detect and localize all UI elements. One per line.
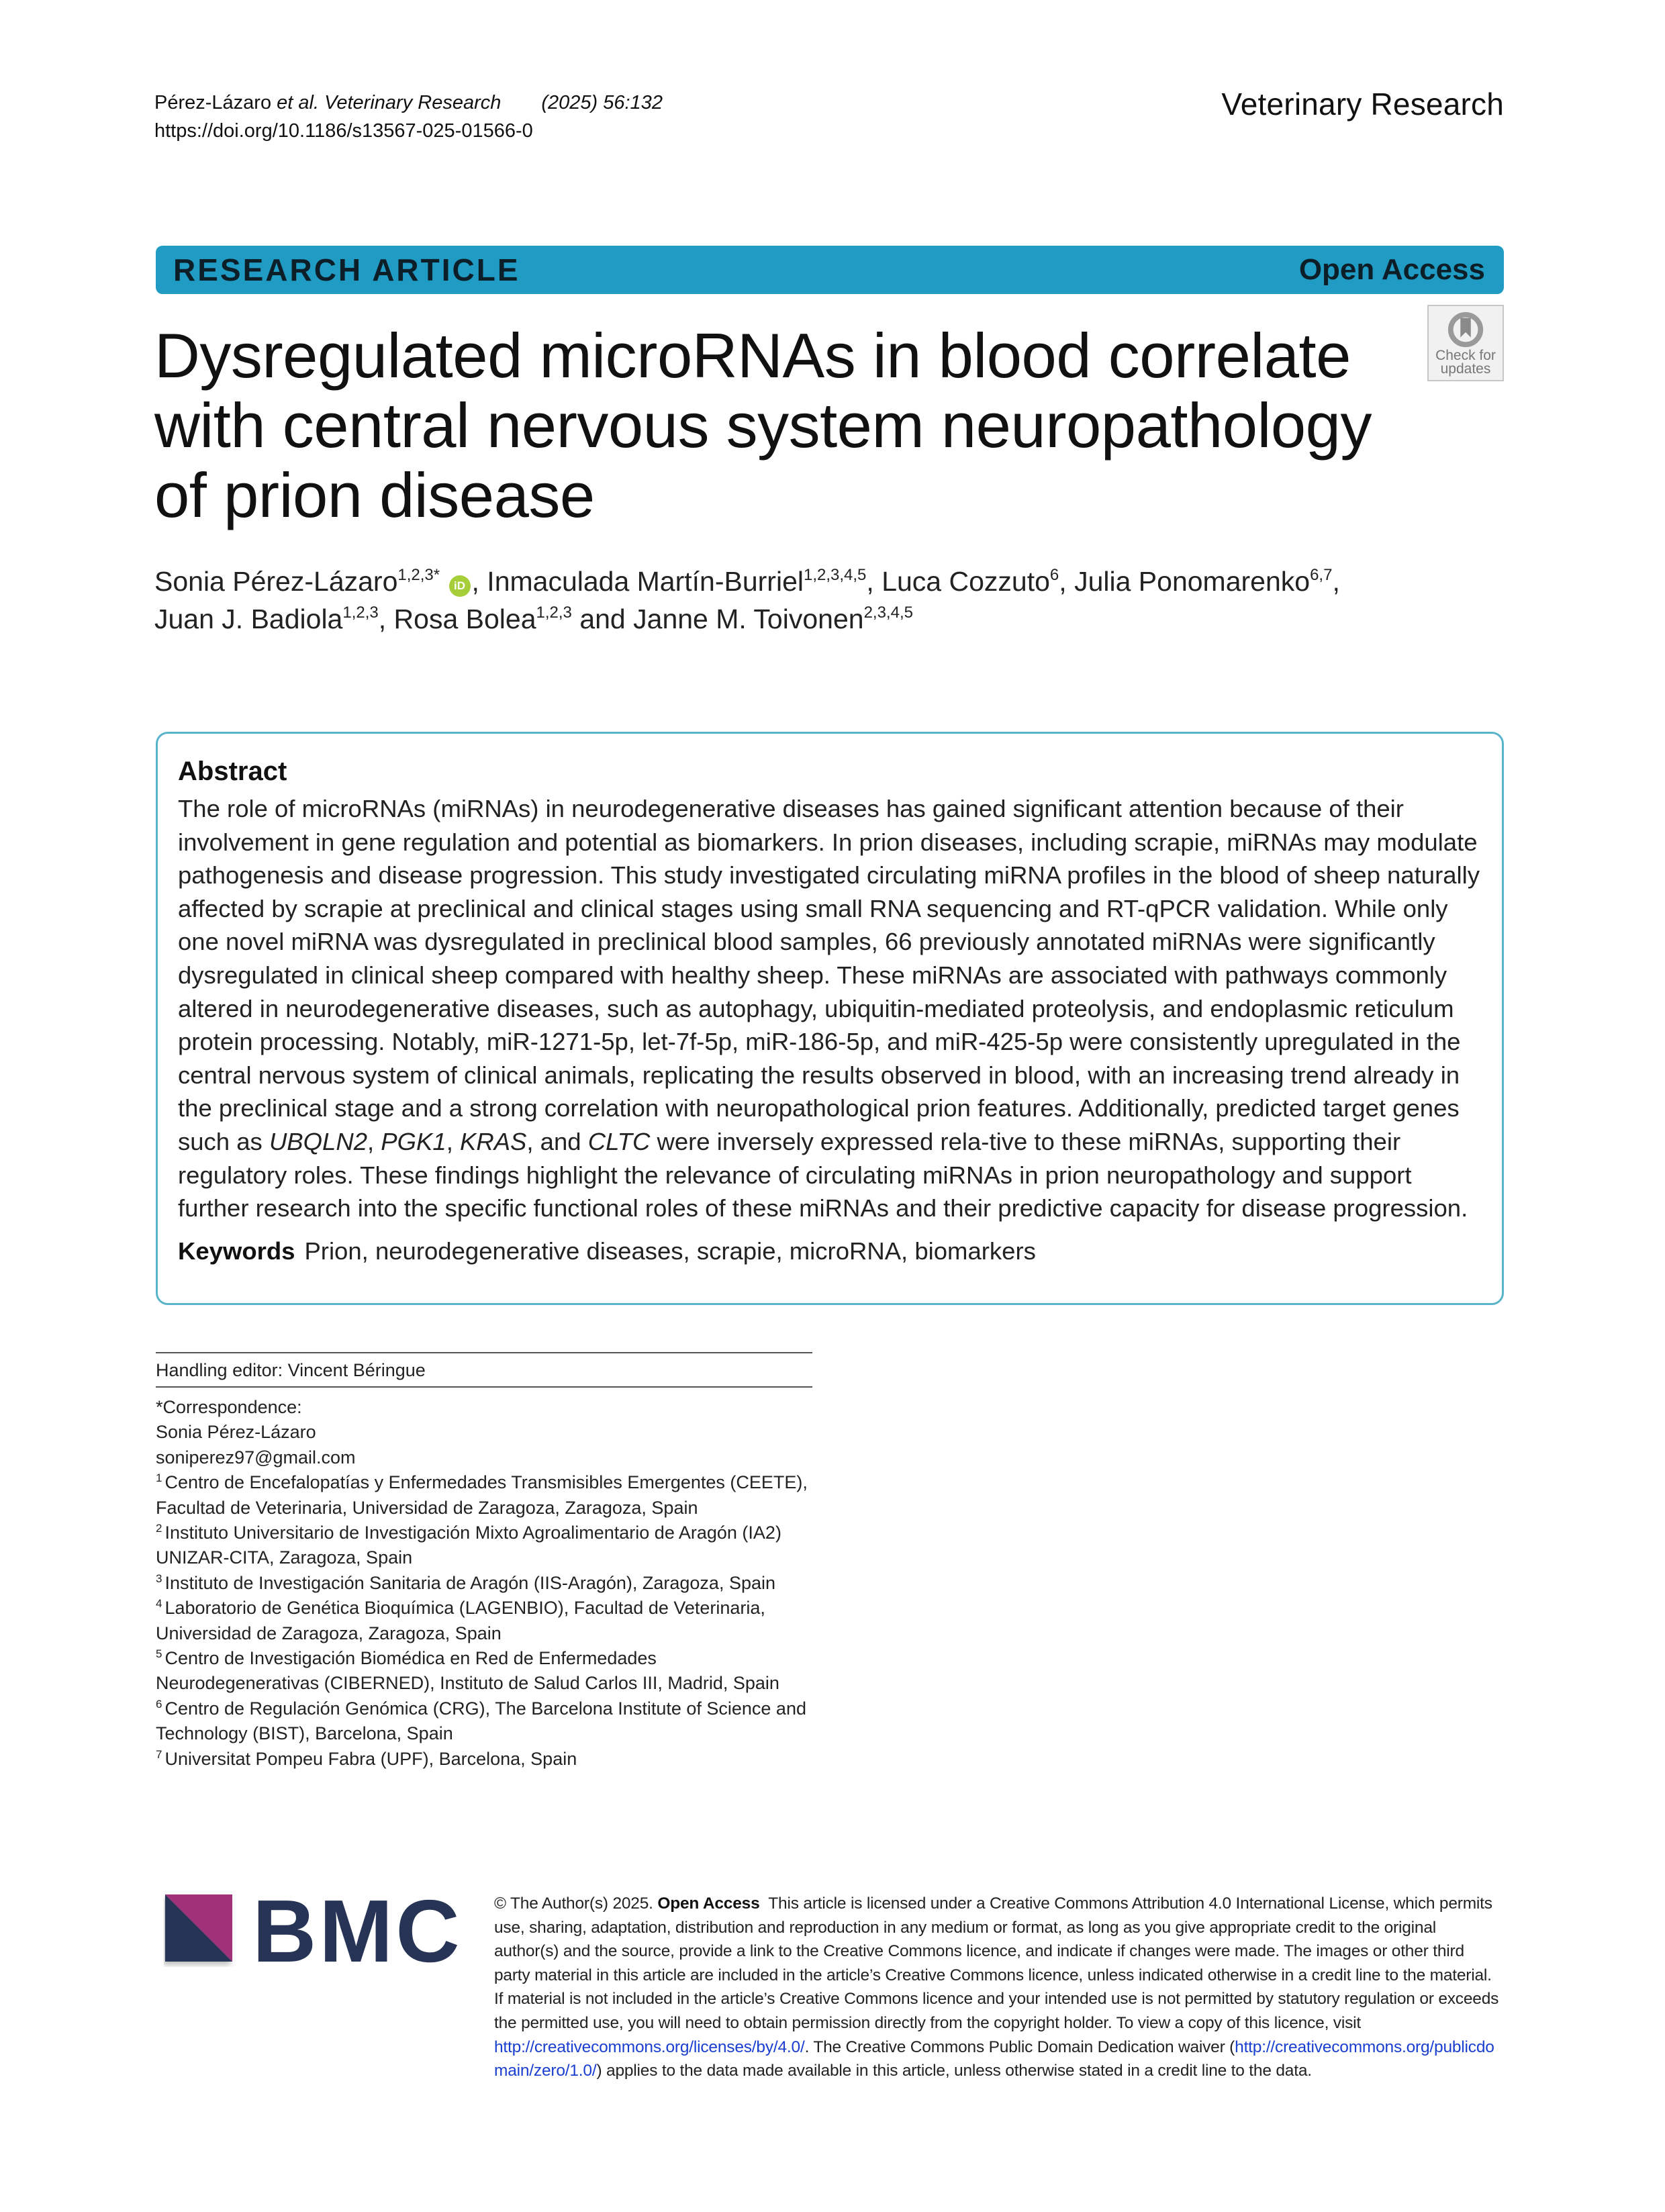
affiliation-item xyxy=(156,1521,814,1571)
abstract-box xyxy=(156,732,1504,1305)
author-affiliation: 6 xyxy=(1049,566,1059,584)
correspondence-block xyxy=(156,1395,814,1772)
affiliation-item xyxy=(156,1646,814,1696)
citation-line xyxy=(154,89,663,117)
keywords-list: Prion, neurodegenerative diseases, scrapie, microRNA, biomarkers xyxy=(304,1237,1036,1265)
gene-name: PGK1 xyxy=(381,1127,446,1155)
bmc-logo xyxy=(164,1893,459,1967)
author-name[interactable]: Inmaculada Martín-Burriel xyxy=(487,566,804,597)
title-line-1: Dysregulated microRNAs in blood correlate xyxy=(154,320,1351,391)
citation-authors: Pérez-Lázaro xyxy=(154,92,272,113)
author-affiliation: 6,7 xyxy=(1310,566,1333,584)
affiliation-number: 5 xyxy=(156,1647,162,1661)
open-access-bold: Open Access xyxy=(657,1894,760,1913)
title-line-3: of prion disease xyxy=(154,460,595,530)
affiliation-number: 6 xyxy=(156,1697,162,1711)
doi-link[interactable]: https://doi.org/10.1186/s13567-025-01566-0 xyxy=(154,120,533,142)
author-list xyxy=(154,563,1490,638)
affiliation-item xyxy=(156,1596,814,1646)
separator: , xyxy=(367,1127,381,1155)
author-affiliation: 1,2,3* xyxy=(397,566,440,584)
check-for-updates-line2: updates xyxy=(1440,361,1491,377)
svg-text:BMC: BMC xyxy=(252,1893,459,1967)
keywords-label: Keywords xyxy=(178,1237,295,1265)
affiliation-number: 3 xyxy=(156,1572,162,1585)
separator: , xyxy=(446,1127,460,1155)
author-line-1: Sonia Pérez-Lázaro$^{1,2,3*}$ iD , Inmaculada Martín-Burriel$^{1,2,3,4,5}$, Luca Cozzuto$^6$, Julia Ponomarenko$^{6,7}$, xyxy=(154,566,1340,597)
gene-name: KRAS xyxy=(459,1127,527,1155)
affiliation-number: 1 xyxy=(156,1472,162,1485)
affiliation-item xyxy=(156,1696,814,1747)
article-type-label: RESEARCH ARTICLE xyxy=(173,252,520,287)
author-name[interactable]: Sonia Pérez-Lázaro xyxy=(154,566,398,597)
open-access-label: Open Access xyxy=(1298,253,1485,286)
keywords xyxy=(178,1235,1482,1268)
affiliation-number: 4 xyxy=(156,1597,162,1610)
running-header xyxy=(154,89,663,145)
license-text xyxy=(494,1892,1501,2083)
license-text-2: . The Creative Commons Public Domain Dedication waiver ( xyxy=(804,2037,1235,2056)
abstract-heading: Abstract xyxy=(178,757,287,786)
citation-etal: et al. xyxy=(277,92,320,113)
gene-name: CLTC xyxy=(587,1127,651,1155)
citation-journal: Veterinary Research xyxy=(324,92,502,113)
journal-name: Veterinary Research xyxy=(1221,87,1504,122)
affiliation-text: Centro de Encefalopatías y Enfermedades Transmisibles Emergentes (CEETE), Facultad de Veterinaria, Universidad de Zaragoza, Zaragoza, Spain xyxy=(156,1472,808,1518)
divider xyxy=(156,1352,812,1353)
author-affiliation: 1,2,3 xyxy=(342,604,379,622)
affiliation-number: 2 xyxy=(156,1522,162,1535)
bookmark-ring-icon xyxy=(1446,310,1485,349)
author-name[interactable]: Janne M. Toivonen xyxy=(633,604,864,634)
affiliation-number: 7 xyxy=(156,1747,162,1761)
affiliation-item xyxy=(156,1747,814,1772)
title-line-2: with central nervous system neuropathology xyxy=(154,390,1372,461)
affiliation-text: Instituto Universitario de Investigación Mixto Agroalimentario de Aragón (IA2) UNIZAR-CITA, Zaragoza, Spain xyxy=(156,1523,781,1568)
copyright: © The Author(s) 2025. xyxy=(494,1894,653,1913)
handling-editor: Handling editor: Vincent Béringue xyxy=(156,1360,426,1380)
author-affiliation: 1,2,3 xyxy=(536,604,572,622)
affiliation-item xyxy=(156,1470,814,1521)
corresponding-author: Sonia Pérez-Lázaro xyxy=(156,1422,316,1443)
authors-connector: and xyxy=(579,604,626,634)
author-affiliation: 2,3,4,5 xyxy=(863,604,913,622)
correspondence-label: *Correspondence: xyxy=(156,1397,302,1417)
cc-by-link[interactable]: http://creativecommons.org/licenses/by/4.0/ xyxy=(494,2037,805,2056)
license-text-1: This article is licensed under a Creative Commons Attribution 4.0 International License, which permits use, sharing, adaptation, distribution and reproduction in any medium or format, as long as you give appropriate credit to the original author(s) and the source, provide a link to the Creative Commons licence, and indicate if changes were made. The images or other third party material in this article are included in the article’s Creative Commons licence, unless indicated otherwise in a credit line to the material. If material is not included in the article’s Creative Commons licence and your intended use is not permitted by statutory regulation or exceeds the permitted use, you will need to obtain permission directly from the copyright holder. To view a copy of this licence, visit xyxy=(494,1894,1499,2032)
author-name[interactable]: Rosa Bolea xyxy=(393,604,536,634)
affiliation-text: Instituto de Investigación Sanitaria de Aragón (IIS-Aragón), Zaragoza, Spain xyxy=(164,1572,776,1593)
abstract-text xyxy=(178,792,1482,1225)
author-affiliation: 1,2,3,4,5 xyxy=(803,566,867,584)
author-name[interactable]: Luca Cozzuto xyxy=(882,566,1050,597)
author-line-2: Juan J. Badiola$^{1,2,3}$, Rosa Bolea$^{1,2,3}$ and Janne M. Toivonen$^{2,3,4,5}$ xyxy=(154,604,913,634)
check-for-updates-line1: Check for xyxy=(1435,348,1496,363)
article-type-banner xyxy=(156,246,1504,294)
bmc-logo-mark-icon xyxy=(164,1893,459,1967)
author-name[interactable]: Julia Ponomarenko xyxy=(1074,566,1311,597)
abstract-text-part1: The role of microRNAs (miRNAs) in neurodegenerative diseases has gained significant attention because of their involvement in gene regulation and potential as biomarkers. In prion diseases, including scrapie, miRNAs may modulate pathogenesis and disease progression. This study investigated circulating miRNA profiles in the blood of sheep naturally affected by scrapie at preclinical and clinical stages using small RNA sequencing and RT-qPCR validation. While only one novel miRNA was dysregulated in preclinical blood samples, 66 previously annotated miRNAs were significantly dysregulated in clinical sheep compared with healthy sheep. These miRNAs are associated with pathways commonly altered in neurodegenerative diseases, such as autophagy, ubiquitin-mediated proteolysis, and endoplasmic reticulum protein processing. Notably, miR-1271-5p, let-7f-5p, miR-186-5p, and miR-425-5p were consistently upregulated in the central nervous system of clinical animals, replicating the results observed in blood, with an increasing trend already in the preclinical stage and a strong correlation with neuropathological prion features. Additionally, predicted target genes such as xyxy=(178,795,1480,1155)
affiliation-text: Universitat Pompeu Fabra (UPF), Barcelona, Spain xyxy=(164,1748,577,1769)
cc-zero-link[interactable]: http://creativecommons.org/publicdomain/zero/1.0/ xyxy=(494,2037,1494,2080)
gene-name: UBQLN2 xyxy=(269,1127,367,1155)
citation-volume: (2025) 56:132 xyxy=(541,92,663,113)
affiliation-item xyxy=(156,1571,814,1596)
check-for-updates-button[interactable] xyxy=(1427,305,1504,381)
corresponding-email[interactable]: soniperez97@gmail.com xyxy=(156,1447,356,1468)
orcid-icon[interactable]: iD xyxy=(449,575,471,597)
article-title xyxy=(154,321,1450,530)
divider xyxy=(156,1386,812,1388)
affiliation-text: Laboratorio de Genética Bioquímica (LAGENBIO), Facultad de Veterinaria, Universidad de Zaragoza, Zaragoza, Spain xyxy=(156,1598,765,1643)
abstract-text-part2: were inversely expressed rela-tive to these miRNAs, supporting their regulatory roles. These findings highlight the relevance of circulating miRNAs in prion neuropathology and support further research into the specific functional roles of these miRNAs and their predictive capacity for disease progression. xyxy=(178,1127,1468,1222)
license-text-3: ) applies to the data made available in this article, unless otherwise stated in a credit line to the data. xyxy=(596,2062,1312,2080)
affiliation-text: Centro de Investigación Biomédica en Red de Enfermedades Neurodegenerativas (CIBERNED), Instituto de Salud Carlos III, Madrid, Spain xyxy=(156,1648,779,1694)
separator: , and xyxy=(526,1127,588,1155)
affiliation-text: Centro de Regulación Genómica (CRG), The Barcelona Institute of Science and Technology (BIST), Barcelona, Spain xyxy=(156,1698,806,1744)
author-name[interactable]: Juan J. Badiola xyxy=(154,604,343,634)
